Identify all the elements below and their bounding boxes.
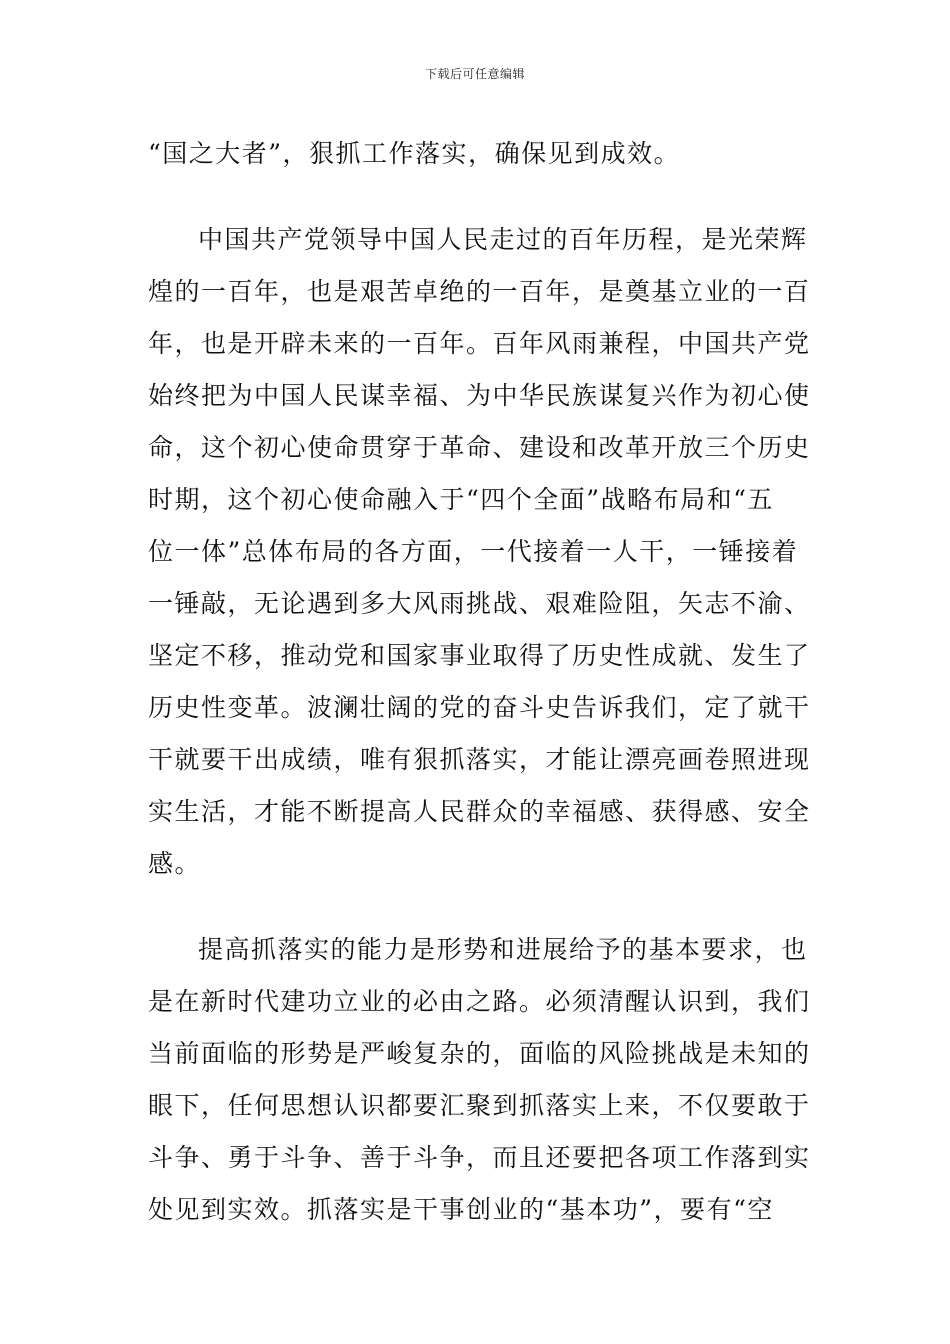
page-header: 下载后可任意编辑	[424, 67, 525, 81]
paragraph-line: “国之大者”，狠抓工作落实，确保见到成效。	[148, 139, 681, 168]
paragraph-line: 斗争、勇于斗争、善于斗争，而且还要把各项工作落到实	[148, 1143, 811, 1172]
paragraph-line: 是在新时代建功立业的必由之路。必须清醒认识到，我们	[148, 987, 811, 1016]
paragraph-line: 煌的一百年，也是艰苦卓绝的一百年，是奠基立业的一百	[148, 277, 811, 306]
paragraph-line: 历史性变革。波澜壮阔的党的奋斗史告诉我们，定了就干	[148, 693, 811, 722]
paragraph-line: 位一体”总体布局的各方面，一代接着一人干，一锤接着	[148, 537, 799, 566]
paragraph-line: 时期，这个初心使命融入于“四个全面”战略布局和“五	[148, 485, 774, 514]
paragraph-line: 当前面临的形势是严峻复杂的，面临的风险挑战是未知的	[148, 1039, 811, 1068]
paragraph-line: 干就要干出成绩，唯有狠抓落实，才能让漂亮画卷照进现	[148, 745, 811, 774]
paragraph-3	[148, 924, 811, 1236]
paragraph-spacer	[148, 180, 808, 214]
paragraph-line: 感。	[148, 849, 202, 878]
paragraph-line: 始终把为中国人民谋幸福、为中华民族谋复兴作为初心使	[148, 381, 811, 410]
paragraph-line: 提高抓落实的能力是形势和进展给予的基本要求，也	[198, 935, 808, 964]
paragraph-line: 坚定不移，推动党和国家事业取得了历史性成就、发生了	[148, 641, 811, 670]
paragraph-line: 命，这个初心使命贯穿于革命、建设和改革开放三个历史	[148, 433, 811, 462]
paragraph-line: 实生活，才能不断提高人民群众的幸福感、获得感、安全	[148, 797, 811, 826]
paragraph-2	[148, 214, 811, 890]
document-body	[148, 128, 811, 1236]
paragraph-line: 处见到实效。抓落实是干事创业的“基本功”，要有“空	[148, 1195, 774, 1224]
paragraph-line: 眼下，任何思想认识都要汇聚到抓落实上来，不仅要敢于	[148, 1091, 811, 1120]
paragraph-1	[148, 128, 808, 180]
paragraph-spacer	[148, 890, 808, 924]
paragraph-line: 年，也是开辟未来的一百年。百年风雨兼程，中国共产党	[148, 329, 811, 358]
paragraph-line: 中国共产党领导中国人民走过的百年历程，是光荣辉	[198, 225, 808, 254]
paragraph-line: 一锤敲，无论遇到多大风雨挑战、艰难险阻，矢志不渝、	[148, 589, 811, 618]
